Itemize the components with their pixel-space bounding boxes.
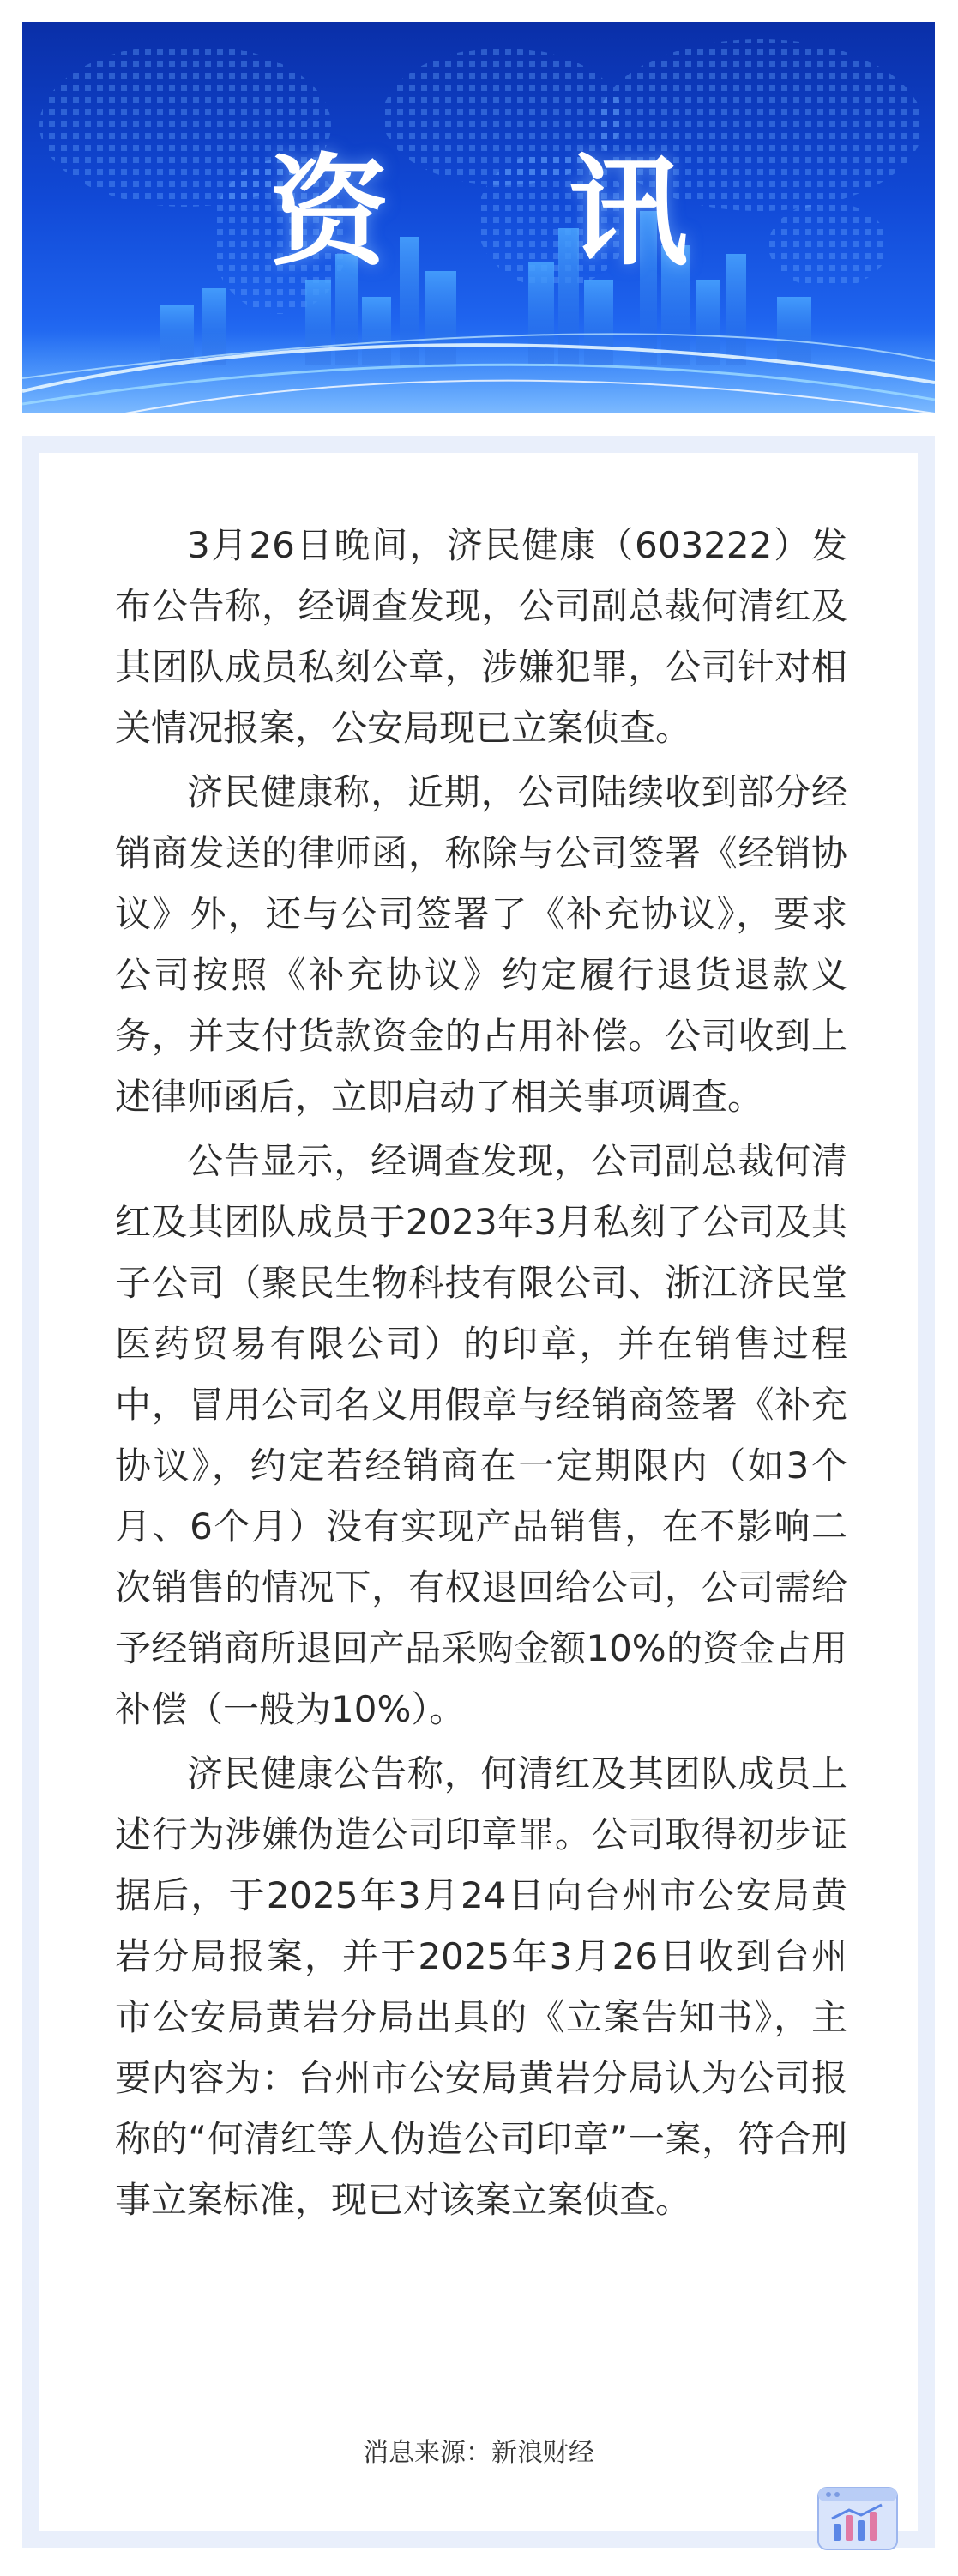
paragraph-2: 济民健康称，近期，公司陆续收到部分经销商发送的律师函，称除与公司签署《经销协议》外，还与公司签署了《补充协议》，要求公司按照《补充协议》约定履行退货退款义务，并支付货款资金的占用补偿。公司收到上述律师函后，立即启动了相关事项调查。 [115, 771, 847, 1118]
paragraph-3: 公告显示，经调查发现，公司副总裁何清红及其团队成员于2023年3月私刻了公司及其子公司（聚民生物科技有限公司、浙江济民堂医药贸易有限公司）的印章，并在销售过程中，冒用公司名义用假章与经销商签署《补充协议》，约定若经销商在一定期限内（如3个月、6个月）没有实现产品销售，在不影响二次销售的情况下，有权退回给公司，公司需给予经销商所退回产品采购金额10%的资金占用补偿（一般为10%）。 [115, 1140, 847, 1730]
article-card [39, 453, 918, 2531]
light-streaks [22, 331, 935, 413]
news-source: 消息来源：新浪财经 [363, 2438, 594, 2468]
article-frame [22, 436, 935, 2548]
header-banner [22, 22, 935, 413]
bar-chart-icon [815, 2479, 901, 2553]
banner-title: 资 讯 [268, 142, 757, 283]
paragraph-4: 济民健康公告称，何清红及其团队成员上述行为涉嫌伪造公司印章罪。公司取得初步证据后，于2025年3月24日向台州市公安局黄岩分局报案，并于2025年3月26日收到台州市公安局黄岩分局出具的《立案告知书》，主要内容为：台州市公安局黄岩分局认为公司报称的“何清红等人伪造公司印章”一案，符合刑事立案标准，现已对该案立案侦查。 [115, 1753, 847, 2221]
article-body [115, 515, 847, 2234]
paragraph-1: 3月26日晚间，济民健康（603222）发布公告称，经调查发现，公司副总裁何清红及其团队成员私刻公章，涉嫌犯罪，公司针对相关情况报案，公安局现已立案侦查。 [115, 524, 847, 749]
